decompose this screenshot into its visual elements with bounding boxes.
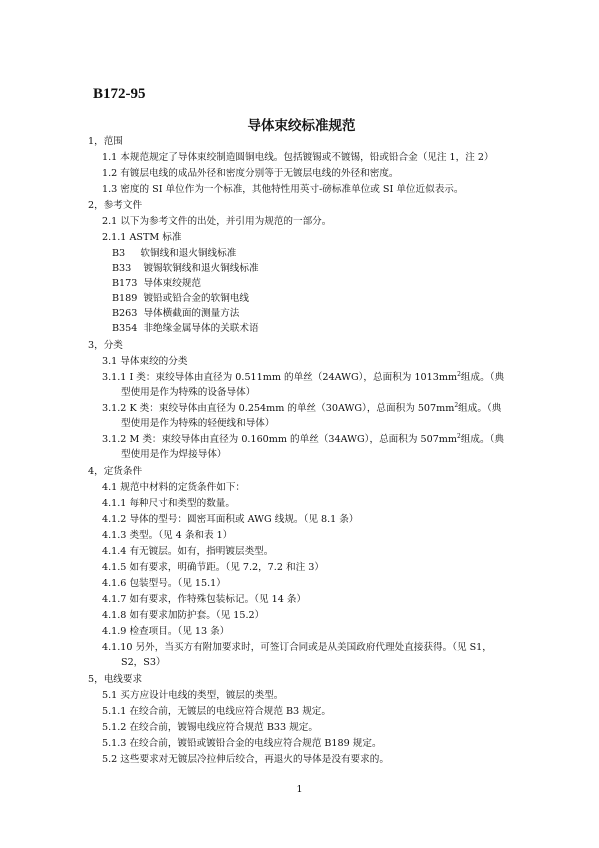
superscript: 2 xyxy=(454,402,459,409)
text-run: 3.1.1 I 类：束绞导体由直径为 0.511mm 的单丝（24AWG），总面积为 1013mm xyxy=(102,372,458,383)
paragraph: 4.1.7 如有要求，作特殊包装标记。（见 14 条） xyxy=(102,594,307,605)
text-run: 组成。（典 xyxy=(460,372,505,383)
paragraph: 1.2 有镀层电线的成品外径和密度分别等于无镀层电线的外径和密度。 xyxy=(102,168,399,179)
section-heading: 5，电线要求 xyxy=(88,674,143,685)
paragraph: 2.1 以下为参考文件的出处，并引用为规范的一部分。 xyxy=(102,216,332,227)
text-run: 组成。（典 xyxy=(458,403,502,414)
paragraph: 5.1.1 在绞合前，无镀层的电线应符合规范 B3 规定。 xyxy=(102,706,331,717)
paragraph: 3.1 导体束绞的分类 xyxy=(102,356,188,367)
paragraph-continuation: 型使用是作为特殊的轻便线和导体） xyxy=(121,418,275,429)
section-heading: 4，定货条件 xyxy=(88,466,143,477)
superscript: 2 xyxy=(457,433,461,440)
reference-item: B173 导体束绞规范 xyxy=(112,278,202,289)
reference-item: B263 导体横截面的测量方法 xyxy=(112,308,240,319)
document-code: B172-95 xyxy=(93,86,146,102)
paragraph xyxy=(102,402,501,416)
paragraph: 5.1 买方应设计电线的类型，镀层的类型。 xyxy=(102,690,284,701)
reference-item: B354 非绝缘金属导体的关联术语 xyxy=(112,323,259,334)
text-run: 3.1.2 M 类：束绞导体由直径为 0.160mm 的单丝（34AWG），总面积为 507mm xyxy=(102,434,457,445)
paragraph: 4.1.4 有无镀层。如有，指明镀层类型。 xyxy=(102,546,274,557)
paragraph: 4.1.8 如有要求加防护套。（见 15.2） xyxy=(102,610,265,621)
paragraph: 4.1.3 类型。（见 4 条和表 1） xyxy=(102,530,233,541)
paragraph: 4.1.9 检查项目。（见 13 条） xyxy=(102,626,230,637)
paragraph: 2.1.1 ASTM 标准 xyxy=(102,232,182,243)
paragraph: 1.3 密度的 SI 单位作为一个标准，其他特性用英寸-磅标准单位或 SI 单位近似表示。 xyxy=(102,184,464,195)
paragraph: 1.1 本规范规定了导体束绞制造圆铜电线。包括镀锡或不镀锡，铅或铅合金（见注 1，注 2） xyxy=(102,152,494,163)
paragraph-continuation: 型使用是作为焊接导体） xyxy=(121,449,227,460)
reference-item: B33 镀锡软铜线和退火铜线标准 xyxy=(112,263,259,274)
paragraph: 4.1 规范中材料的定货条件如下： xyxy=(102,482,246,493)
paragraph: 4.1.6 包装型号。（见 15.1） xyxy=(102,578,226,589)
paragraph xyxy=(102,433,504,447)
paragraph: 4.1.1 每种尺寸和类型的数量。 xyxy=(102,498,235,509)
paragraph xyxy=(102,371,504,385)
paragraph: 4.1.5 如有要求，明确节距。（见 7.2，7.2 和注 3） xyxy=(102,562,324,573)
text-run: 3.1.2 K 类：束绞导体由直径为 0.254mm 的单丝（30AWG），总面积为 507mm xyxy=(102,403,455,414)
document-title: 导体束绞标准规范 xyxy=(247,118,356,134)
paragraph: 5.1.3 在绞合前，镀铅或镀铅合金的电线应符合规范 B189 规定。 xyxy=(102,738,382,749)
superscript: 2 xyxy=(457,371,461,378)
section-heading: 3，分类 xyxy=(88,340,123,351)
paragraph-continuation: S2，S3） xyxy=(121,657,166,668)
reference-item: B3 软铜线和退火铜线标准 xyxy=(112,248,237,259)
paragraph: 4.1.2 导体的型号：圆密耳面积或 AWG 线规。（见 8.1 条） xyxy=(102,514,359,525)
section-heading: 2，参考文件 xyxy=(88,200,143,211)
text-run: 组成。（典 xyxy=(460,434,504,445)
paragraph: 4.1.10 另外，当买方有附加要求时，可签订合同或是从美国政府代理处直接获得。（见 S1， xyxy=(102,642,492,653)
paragraph: 5.2 这些要求对无镀层冷拉伸后绞合，再退火的导体是没有要求的。 xyxy=(102,754,389,765)
paragraph: 5.1.2 在绞合前，镀锡电线应符合规范 B33 规定。 xyxy=(102,722,318,733)
section-heading: 1，范围 xyxy=(88,136,123,147)
page-number: 1 xyxy=(296,784,303,795)
reference-item: B189 镀铅或铅合金的软铜电线 xyxy=(112,293,249,304)
paragraph-continuation: 型使用是作为特殊的设备导体） xyxy=(121,387,256,398)
